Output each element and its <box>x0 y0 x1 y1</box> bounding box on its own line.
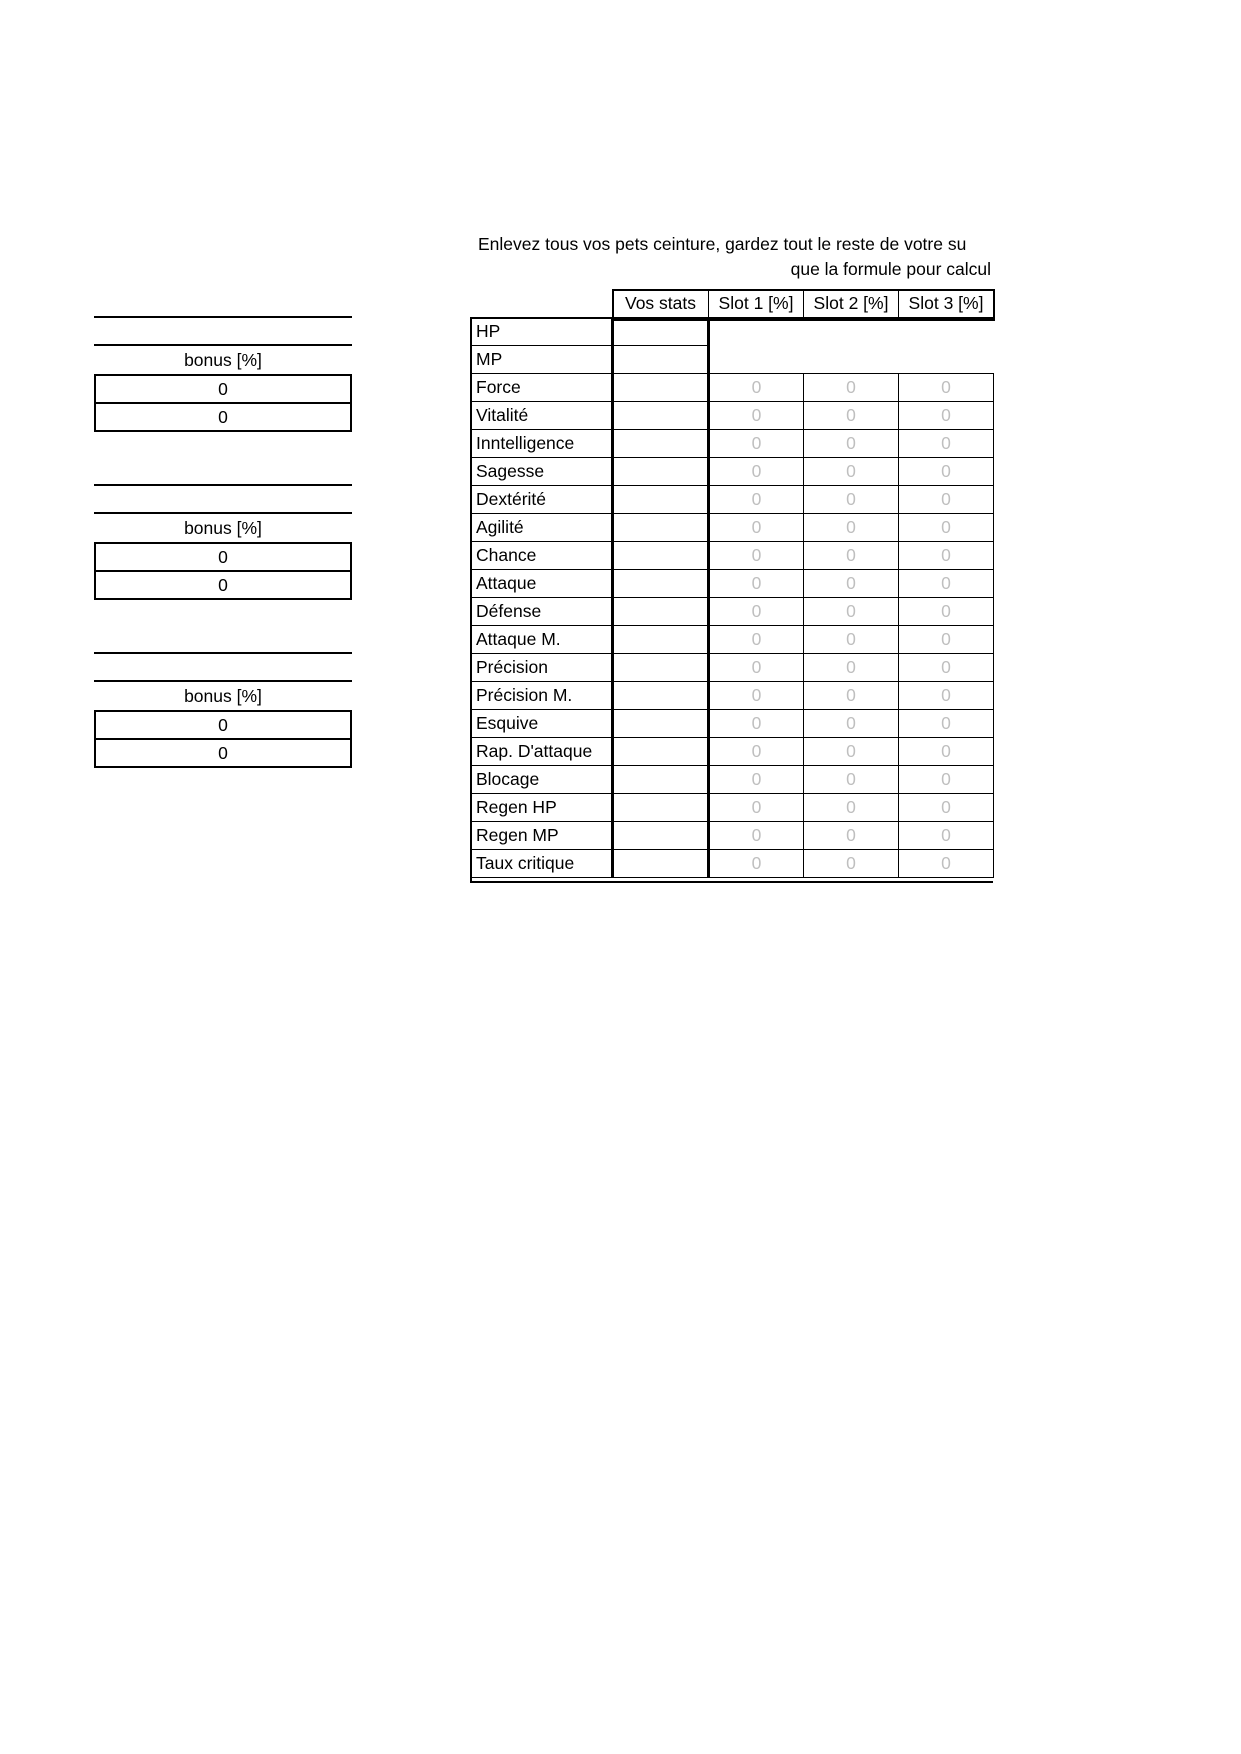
bonus-group-values <box>94 374 352 432</box>
cell-vos-stats[interactable] <box>613 794 709 822</box>
stats-table-head <box>471 290 994 318</box>
cell-vos-stats[interactable] <box>613 486 709 514</box>
cell-vos-stats[interactable] <box>613 402 709 430</box>
cell-slot-2[interactable]: 0 <box>804 710 899 738</box>
stats-table-header-row <box>471 290 994 318</box>
header-slot-1: Slot 1 [%] <box>709 290 804 318</box>
cell-slot-3[interactable]: 0 <box>899 570 994 598</box>
bonus-group-values <box>94 542 352 600</box>
cell-slot-3[interactable]: 0 <box>899 542 994 570</box>
cell-slot-1[interactable]: 0 <box>709 738 804 766</box>
cell-slot-2[interactable]: 0 <box>804 626 899 654</box>
cell-vos-stats[interactable] <box>613 514 709 542</box>
cell-vos-stats[interactable] <box>613 318 709 346</box>
bonus-value-2[interactable]: 0 <box>96 572 350 600</box>
row-label: Précision M. <box>471 682 613 710</box>
bonus-group-1 <box>94 316 352 432</box>
row-label: Regen HP <box>471 794 613 822</box>
table-row <box>471 654 994 682</box>
cell-vos-stats[interactable] <box>613 598 709 626</box>
cell-slot-3[interactable]: 0 <box>899 430 994 458</box>
bonus-value-2[interactable]: 0 <box>96 404 350 432</box>
cell-slot-2[interactable]: 0 <box>804 822 899 850</box>
cell-vos-stats[interactable] <box>613 542 709 570</box>
cell-slot-2[interactable]: 0 <box>804 458 899 486</box>
table-row <box>471 402 994 430</box>
intro-note <box>478 232 991 282</box>
intro-note-clip <box>0 0 1000 300</box>
cell-slot-3[interactable]: 0 <box>899 710 994 738</box>
cell-slot-3[interactable]: 0 <box>899 738 994 766</box>
row-label: Taux critique <box>471 850 613 878</box>
bonus-group-label: bonus [%] <box>184 350 262 370</box>
cell-vos-stats[interactable] <box>613 738 709 766</box>
cell-slot-2[interactable]: 0 <box>804 486 899 514</box>
row-label: Rap. D'attaque <box>471 738 613 766</box>
row-label: Dextérité <box>471 486 613 514</box>
bonus-group-label: bonus [%] <box>184 518 262 538</box>
table-row <box>471 430 994 458</box>
cell-slot-2[interactable]: 0 <box>804 542 899 570</box>
cell-slot-3[interactable]: 0 <box>899 598 994 626</box>
table-row <box>471 850 994 878</box>
cell-slot-3[interactable]: 0 <box>899 402 994 430</box>
cell-slot-2[interactable] <box>804 318 899 346</box>
cell-slot-1[interactable]: 0 <box>709 710 804 738</box>
cell-slot-3[interactable]: 0 <box>899 514 994 542</box>
cell-vos-stats[interactable] <box>613 766 709 794</box>
row-label: Esquive <box>471 710 613 738</box>
table-row <box>471 486 994 514</box>
row-label: Défense <box>471 598 613 626</box>
cell-vos-stats[interactable] <box>613 654 709 682</box>
cell-slot-2[interactable]: 0 <box>804 794 899 822</box>
cell-vos-stats[interactable] <box>613 458 709 486</box>
table-row <box>471 542 994 570</box>
bonus-group-label: bonus [%] <box>184 686 262 706</box>
cell-slot-2[interactable] <box>804 346 899 374</box>
cell-vos-stats[interactable] <box>613 626 709 654</box>
table-row <box>471 346 994 374</box>
row-label: HP <box>471 318 613 346</box>
row-label: Regen MP <box>471 822 613 850</box>
cell-slot-2[interactable]: 0 <box>804 738 899 766</box>
table-row <box>471 514 994 542</box>
cell-slot-1[interactable]: 0 <box>709 766 804 794</box>
cell-slot-1[interactable]: 0 <box>709 850 804 878</box>
intro-note-line-1: Enlevez tous vos pets ceinture, gardez tout le reste de votre su <box>478 234 967 254</box>
cell-slot-2[interactable]: 0 <box>804 682 899 710</box>
intro-note-line-2: que la formule pour calcul <box>790 259 991 279</box>
bonus-group-3 <box>94 652 352 768</box>
cell-slot-1[interactable]: 0 <box>709 598 804 626</box>
table-row <box>471 738 994 766</box>
cell-slot-1[interactable] <box>709 346 804 374</box>
cell-vos-stats[interactable] <box>613 850 709 878</box>
table-row <box>471 374 994 402</box>
bonus-group-empty-row[interactable] <box>94 486 352 514</box>
cell-vos-stats[interactable] <box>613 430 709 458</box>
cell-slot-3[interactable]: 0 <box>899 822 994 850</box>
bonus-value-1[interactable]: 0 <box>96 376 350 404</box>
row-label: Attaque M. <box>471 626 613 654</box>
cell-slot-1[interactable]: 0 <box>709 682 804 710</box>
row-label: Sagesse <box>471 458 613 486</box>
cell-slot-2[interactable]: 0 <box>804 430 899 458</box>
cell-slot-3[interactable]: 0 <box>899 654 994 682</box>
bonus-value-2[interactable]: 0 <box>96 740 350 768</box>
cell-slot-1[interactable]: 0 <box>709 514 804 542</box>
cell-slot-1[interactable]: 0 <box>709 626 804 654</box>
cell-slot-2[interactable]: 0 <box>804 850 899 878</box>
cell-slot-3[interactable]: 0 <box>899 626 994 654</box>
cell-slot-2[interactable]: 0 <box>804 766 899 794</box>
cell-slot-3[interactable]: 0 <box>899 794 994 822</box>
stats-table <box>470 289 994 878</box>
cell-vos-stats[interactable] <box>613 570 709 598</box>
cell-vos-stats[interactable] <box>613 374 709 402</box>
cell-slot-2[interactable]: 0 <box>804 598 899 626</box>
table-row <box>471 598 994 626</box>
stats-table-body <box>471 318 994 878</box>
cell-slot-1[interactable]: 0 <box>709 794 804 822</box>
cell-slot-1[interactable]: 0 <box>709 654 804 682</box>
table-row <box>471 794 994 822</box>
header-slot-3: Slot 3 [%] <box>899 290 994 318</box>
row-label: Force <box>471 374 613 402</box>
cell-vos-stats[interactable] <box>613 822 709 850</box>
cell-slot-1[interactable]: 0 <box>709 542 804 570</box>
row-label: MP <box>471 346 613 374</box>
bonus-group-values <box>94 710 352 768</box>
header-vos-stats: Vos stats <box>613 290 709 318</box>
cell-slot-3[interactable]: 0 <box>899 374 994 402</box>
cell-slot-1[interactable]: 0 <box>709 402 804 430</box>
bonus-group-empty-row[interactable] <box>94 318 352 346</box>
row-label: Inntelligence <box>471 430 613 458</box>
header-spacer <box>471 290 613 318</box>
cell-slot-2[interactable]: 0 <box>804 514 899 542</box>
table-row <box>471 682 994 710</box>
cell-slot-3[interactable]: 0 <box>899 486 994 514</box>
cell-slot-1[interactable]: 0 <box>709 374 804 402</box>
header-slot-2: Slot 2 [%] <box>804 290 899 318</box>
cell-slot-1[interactable]: 0 <box>709 486 804 514</box>
row-label: Agilité <box>471 514 613 542</box>
table-row <box>471 570 994 598</box>
bonus-group-empty-row[interactable] <box>94 654 352 682</box>
cell-slot-1[interactable]: 0 <box>709 458 804 486</box>
cell-vos-stats[interactable] <box>613 682 709 710</box>
cell-slot-1[interactable]: 0 <box>709 822 804 850</box>
cell-slot-3[interactable]: 0 <box>899 458 994 486</box>
table-row <box>471 626 994 654</box>
cell-slot-2[interactable]: 0 <box>804 402 899 430</box>
cell-slot-1[interactable]: 0 <box>709 430 804 458</box>
cell-slot-3[interactable]: 0 <box>899 850 994 878</box>
row-label: Vitalité <box>471 402 613 430</box>
row-label: Chance <box>471 542 613 570</box>
cell-slot-2[interactable]: 0 <box>804 374 899 402</box>
cell-slot-3[interactable] <box>899 346 994 374</box>
bonus-group-2 <box>94 484 352 600</box>
cell-slot-3[interactable]: 0 <box>899 766 994 794</box>
table-row <box>471 766 994 794</box>
table-row <box>471 710 994 738</box>
bonus-value-1[interactable]: 0 <box>96 712 350 740</box>
cell-slot-1[interactable] <box>709 318 804 346</box>
bonus-value-1[interactable]: 0 <box>96 544 350 572</box>
table-row <box>471 458 994 486</box>
table-row <box>471 822 994 850</box>
row-label: Blocage <box>471 766 613 794</box>
cell-slot-1[interactable]: 0 <box>709 570 804 598</box>
row-label: Précision <box>471 654 613 682</box>
table-row <box>471 318 994 346</box>
cell-slot-2[interactable]: 0 <box>804 654 899 682</box>
row-label: Attaque <box>471 570 613 598</box>
cell-slot-3[interactable]: 0 <box>899 682 994 710</box>
cell-slot-2[interactable]: 0 <box>804 570 899 598</box>
cell-vos-stats[interactable] <box>613 346 709 374</box>
cell-slot-3[interactable] <box>899 318 994 346</box>
cell-vos-stats[interactable] <box>613 710 709 738</box>
